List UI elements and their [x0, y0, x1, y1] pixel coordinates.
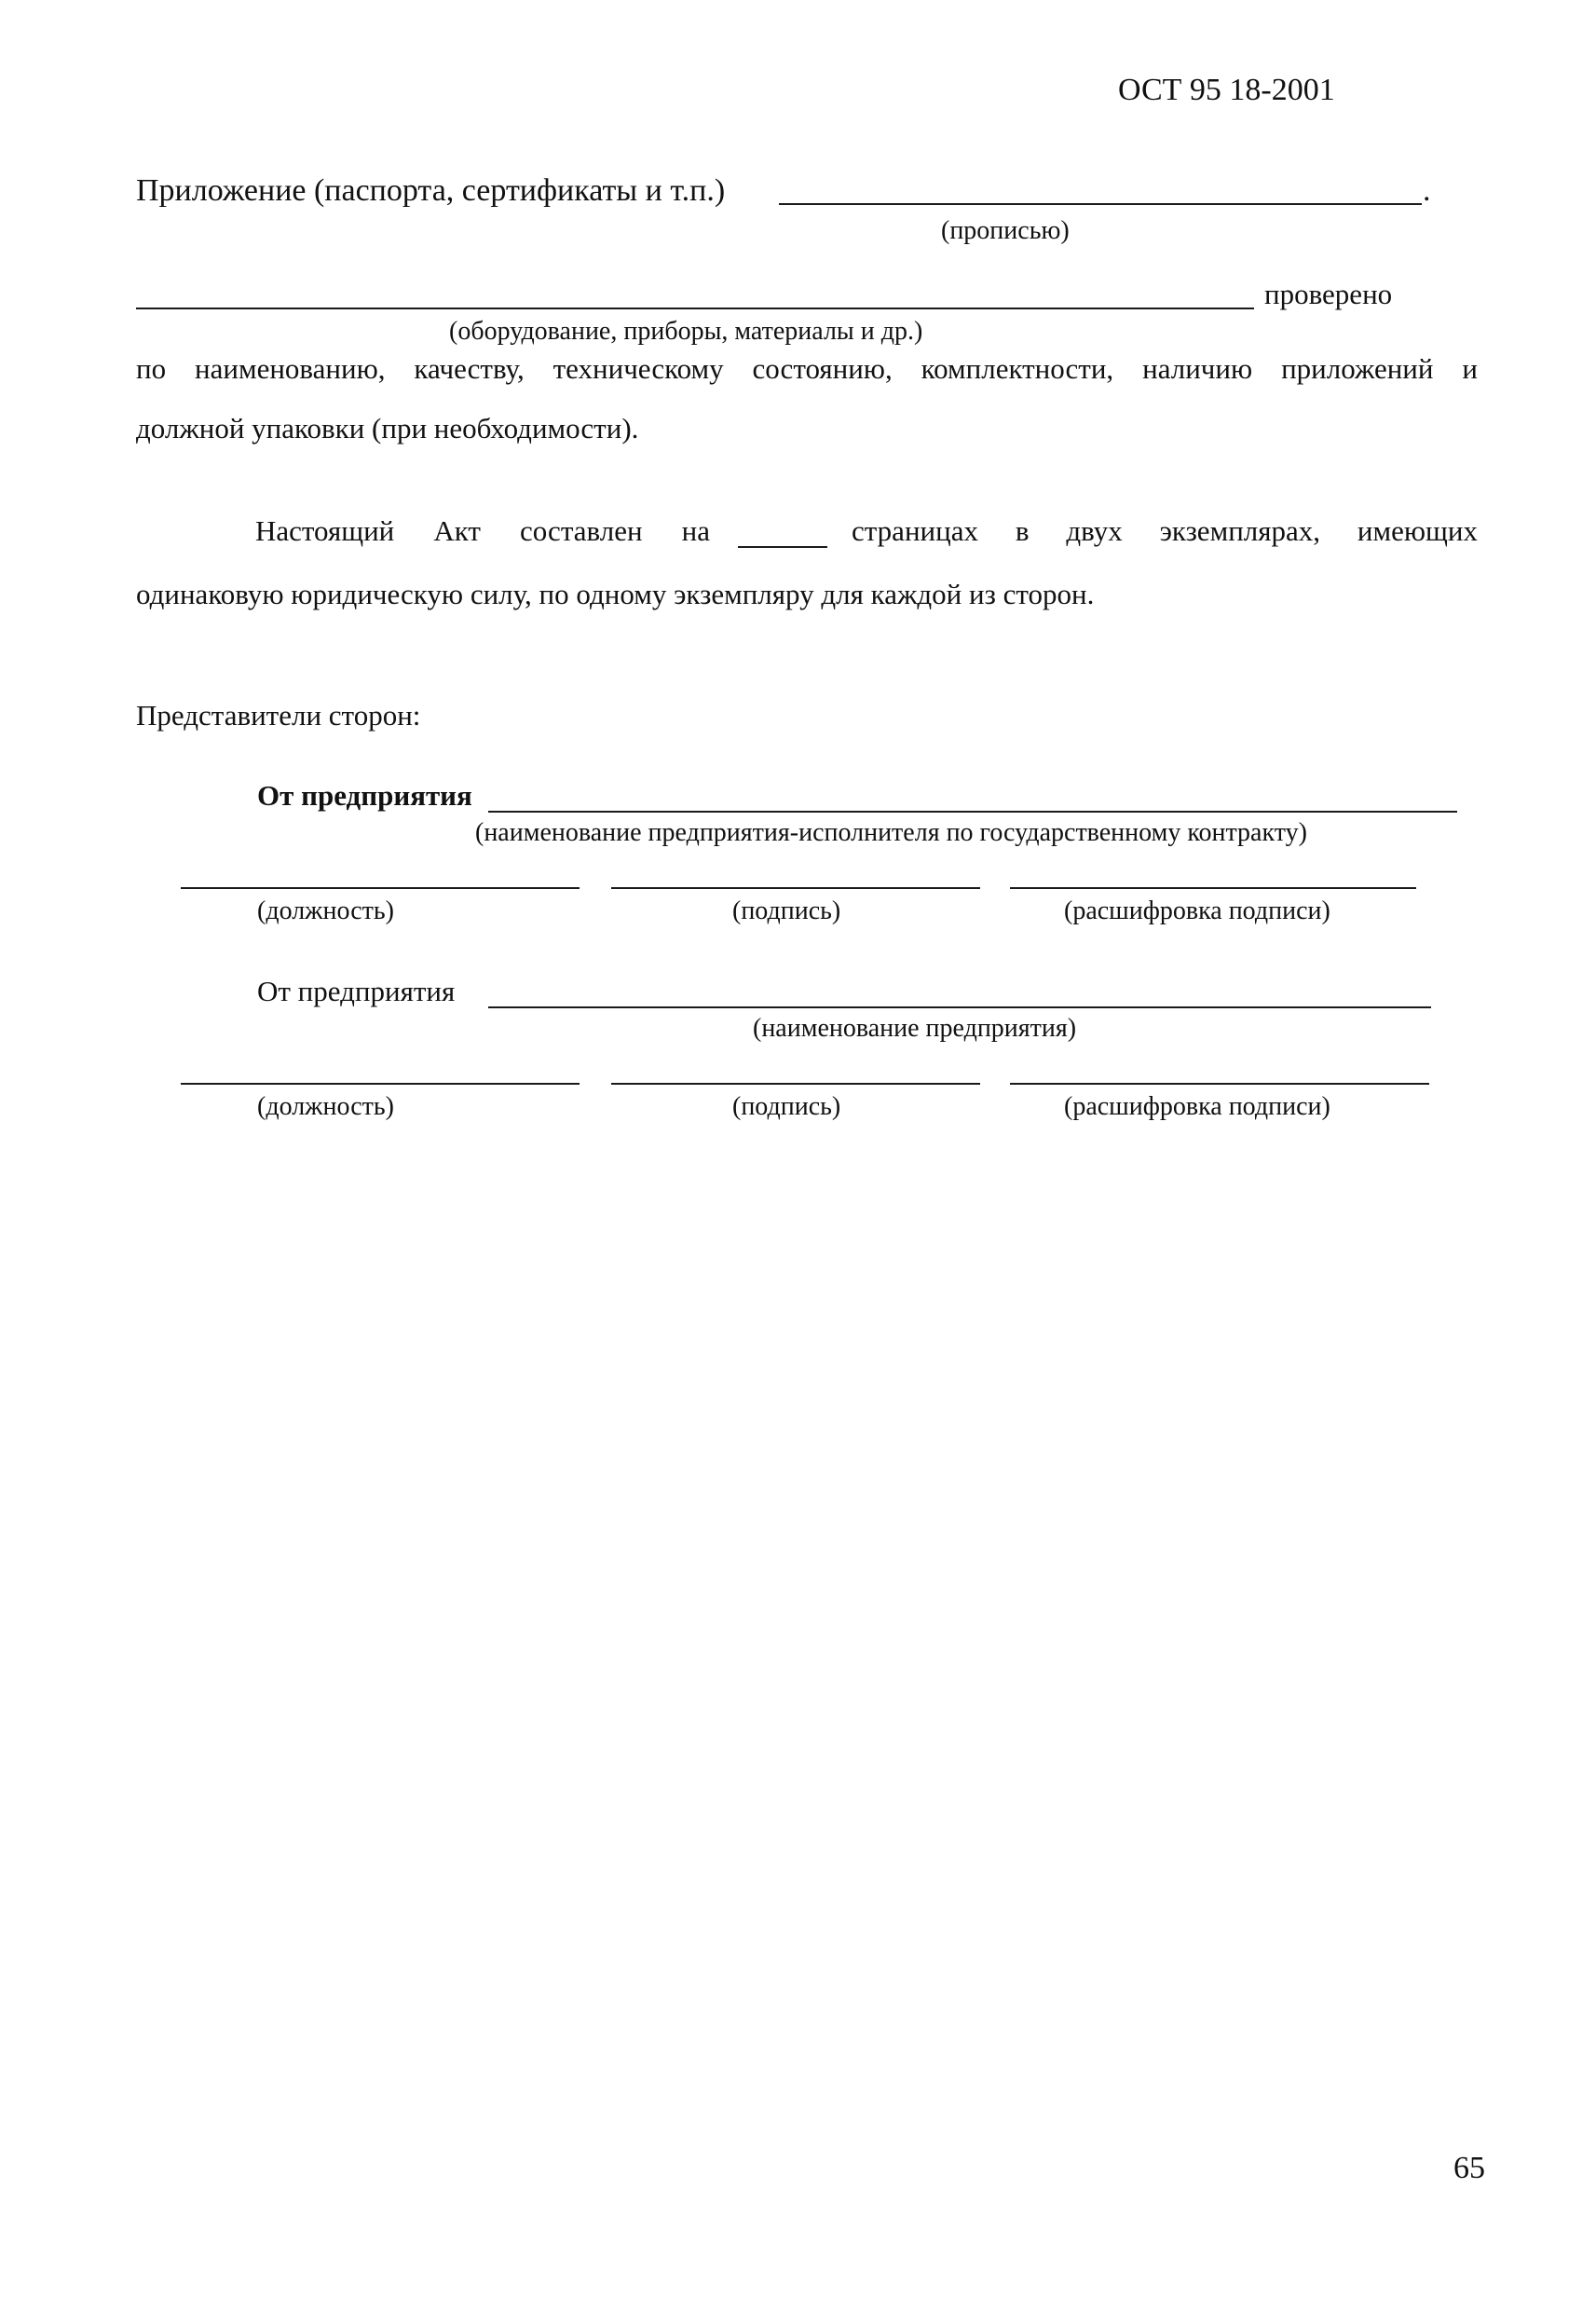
representatives-title: Представители сторон:: [136, 699, 421, 732]
party2-name-caption: (наименование предприятия): [753, 1014, 1077, 1043]
checked-word: проверено: [1264, 278, 1393, 310]
pages-count-fill-line: [738, 546, 827, 548]
party1-signature-caption: (подпись): [732, 896, 841, 925]
attachment-caption: (прописью): [941, 216, 1070, 245]
party1-position-fill-line: [181, 887, 580, 889]
checked-paragraph-line2: должной упаковки (при необходимости).: [136, 412, 639, 445]
party2-label: От предприятия: [257, 975, 456, 1007]
act-text-line2: одинаковую юридическую силу, по одному экземпляру для каждой из сторон.: [136, 578, 1095, 610]
party2-position-fill-line: [181, 1083, 580, 1085]
party1-label: От предприятия: [257, 779, 472, 812]
party2-decoding-caption: (расшифровка подписи): [1064, 1092, 1330, 1121]
party2-decoding-fill-line: [1010, 1083, 1429, 1085]
party1-decoding-caption: (расшифровка подписи): [1064, 896, 1330, 925]
party1-position-caption: (должность): [257, 896, 394, 925]
party1-signature-fill-line: [611, 887, 980, 889]
party2-position-caption: (должность): [257, 1092, 394, 1121]
attachment-trailing-mark: .: [1423, 173, 1431, 208]
party2-name-fill-line: [488, 1006, 1431, 1008]
act-text-part2: страницах в двух экземплярах, имеющих: [852, 514, 1478, 547]
checked-paragraph-line1: по наименованию, качеству, техническому состоянию, комплектности, наличию приложений и: [136, 352, 1478, 385]
attachment-label: Приложение (паспорта, сертификаты и т.п.): [136, 173, 726, 208]
party2-signature-caption: (подпись): [732, 1092, 841, 1121]
party2-signature-fill-line: [611, 1083, 980, 1085]
party1-decoding-fill-line: [1010, 887, 1416, 889]
equipment-fill-line: [136, 308, 1254, 309]
page-number: 65: [1453, 2151, 1485, 2185]
act-text-part1: Настоящий Акт составлен на: [255, 514, 710, 547]
equipment-caption: (оборудование, приборы, материалы и др.): [449, 317, 923, 346]
attachment-fill-line: [779, 203, 1422, 205]
party1-name-caption: (наименование предприятия-исполнителя по государственному контракту): [475, 818, 1307, 847]
document-code: ОСТ 95 18-2001: [1118, 73, 1335, 107]
party1-name-fill-line: [488, 811, 1457, 813]
